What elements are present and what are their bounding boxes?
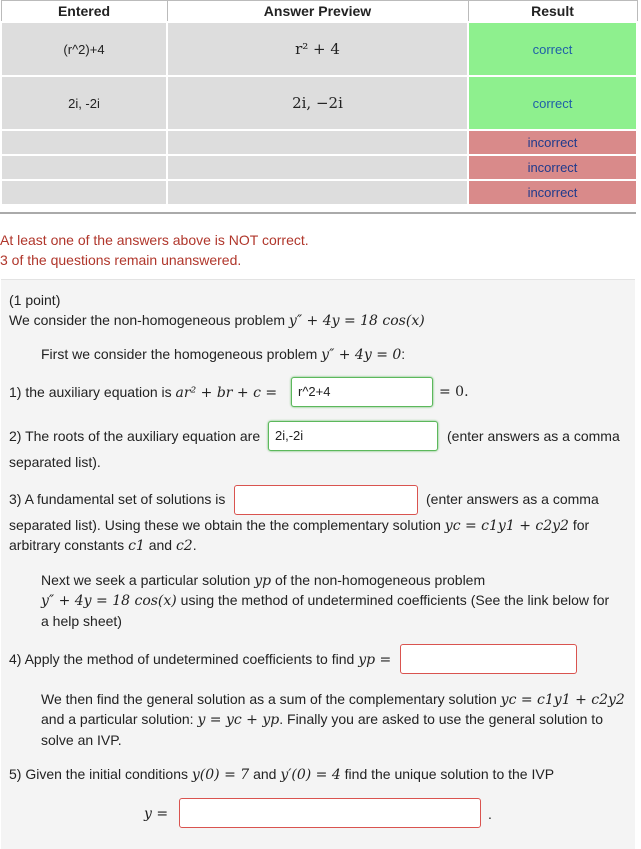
c1-symbol: c1 [128,538,145,554]
initial-condition-1: y(0) = 7 [191,767,250,783]
entered-cell [1,130,167,155]
preview-cell [167,130,468,155]
next-text: Next we seek a particular solution [41,572,251,588]
preview-cell [167,180,468,205]
q3-line2 [9,517,589,534]
table-row [1,76,637,130]
general-line2 [41,711,603,728]
general-text: We then find the general solution as a sum of the complementary solution [41,691,497,707]
q4-answer-input[interactable] [400,644,577,674]
q3-line3 [9,537,197,554]
particular-text: and a particular solution: [41,711,194,727]
q1-equals-zero: = 0. [439,384,469,400]
q2-note: (enter answers as a comma [447,428,620,444]
intro-text [9,312,425,329]
table-row [1,155,637,180]
q5-text [9,766,554,783]
q3-note: (enter answers as a comma [426,491,599,507]
result-cell: incorrect [468,130,637,155]
c2-symbol: c2 [175,538,193,554]
q2-note-cont: separated list). [9,454,101,470]
q4-label: 4) Apply the method of undetermined coefficients to find [9,651,355,667]
q5-answer-input[interactable] [179,798,481,828]
nonhom-equation: y″ + 4y = 18 cos(x) [41,593,177,609]
q3-line3-period: . [192,537,197,553]
results-table [0,0,638,206]
yp-symbol: yp [254,573,272,589]
not-correct-message: At least one of the answers above is NOT correct. [0,232,309,248]
table-row [1,130,637,155]
q1-text [9,384,277,401]
q3-line2-for: for [572,517,590,533]
q1-equation: ar² + br + c = [175,385,278,401]
q3-label: 3) A fundamental set of solutions is [9,491,226,507]
entered-cell: (r^2)+4 [1,22,167,76]
q4-equation: yp = [358,652,392,668]
q5-period: . [488,806,492,822]
q3-line3-and: and [148,537,173,553]
next-line2 [41,592,609,609]
homogeneous-label: First we consider the homogeneous problem [41,346,318,362]
intro-equation: y″ + 4y = 18 cos(x) [288,313,425,329]
points-label: (1 point) [9,292,61,308]
result-cell: correct [468,76,637,130]
header-answer-preview: Answer Preview [167,1,468,23]
q3-answer-input[interactable] [234,485,418,515]
result-cell: incorrect [468,155,637,180]
entered-cell [1,180,167,205]
table-divider [0,212,636,214]
preview-cell: r² + 4 [167,22,468,76]
q2-label: 2) The roots of the auxiliary equation are [9,428,261,444]
intro-label: We consider the non-homogeneous problem [9,312,286,328]
general-line1 [41,691,625,708]
header-entered: Entered [1,1,167,23]
q3-line3-text: arbitrary constants [9,537,125,553]
result-cell: correct [468,22,637,76]
entered-cell: 2i, -2i [1,76,167,130]
help-sheet-text: a help sheet) [41,613,122,629]
method-text: using the method of undetermined coefficients (See the link below for [180,592,610,608]
problem-panel [1,279,635,849]
general-equation: y = yc + yp [197,712,280,728]
entered-cell [1,155,167,180]
header-result: Result [468,1,637,23]
q1-answer-input[interactable]: r^2+4 [291,377,433,407]
q1-label: 1) the auxiliary equation is [9,384,172,400]
unanswered-message: 3 of the questions remain unanswered. [0,252,242,268]
table-row [1,180,637,205]
solve-ivp-text: solve an IVP. [41,732,122,748]
initial-condition-2: y′(0) = 4 [280,767,341,783]
table-row [1,22,637,76]
homogeneous-text [41,346,405,363]
complementary-eq: yc = c1y1 + c2y2 [444,518,569,534]
q5-and: and [253,766,277,782]
next-line1 [41,572,485,589]
q5-label: 5) Given the initial conditions [9,766,188,782]
q4-text [9,651,391,668]
next-text-cont: of the non-homogeneous problem [274,572,486,588]
homogeneous-equation: y″ + 4y = 0 [321,347,402,363]
result-cell: incorrect [468,180,637,205]
q3-line2-text: separated list). Using these we obtain the the complementary solution [9,517,441,533]
complementary-eq-2: yc = c1y1 + c2y2 [500,692,625,708]
ivp-text: . Finally you are asked to use the general solution to [279,711,603,727]
q2-answer-input[interactable]: 2i,-2i [268,421,438,451]
preview-cell: 2i, −2i [167,76,468,130]
homogeneous-colon: : [401,346,406,362]
preview-cell [167,155,468,180]
q5-after: find the unique solution to the IVP [344,766,555,782]
q5-equation: y = [144,806,169,822]
